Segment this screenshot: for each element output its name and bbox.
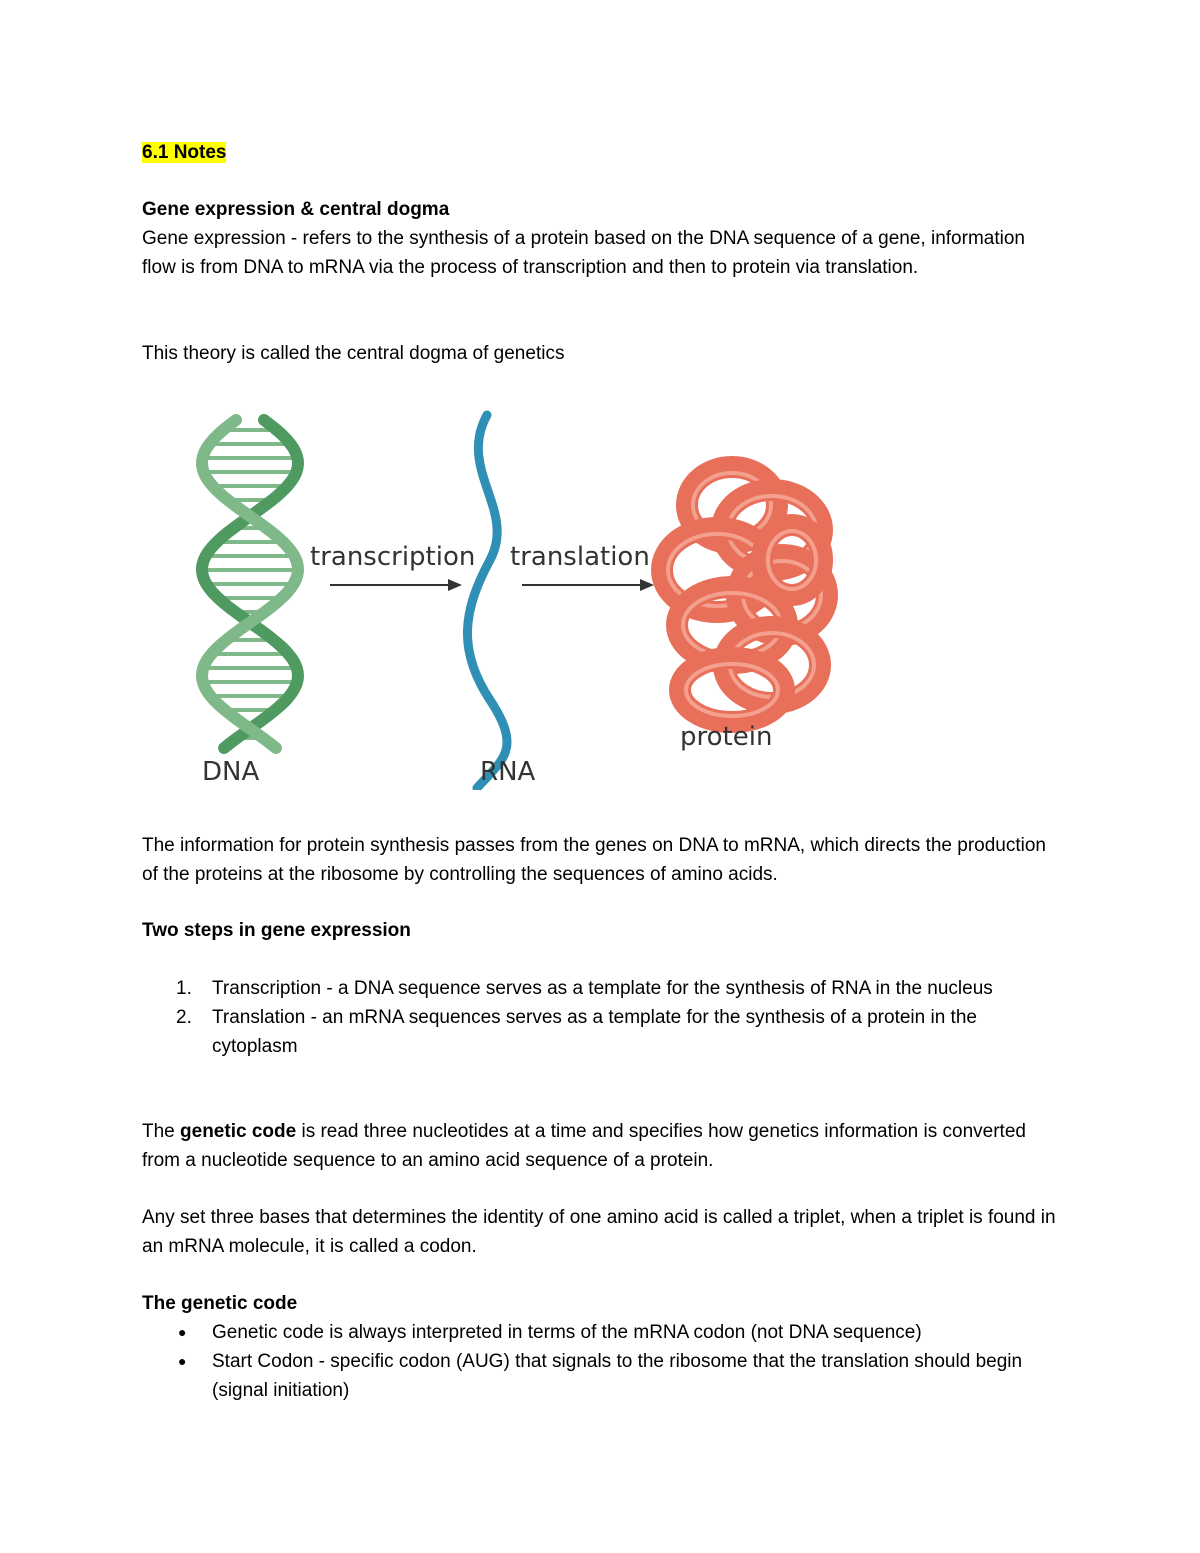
list-item-text: Transcription - a DNA sequence serves as a template for the synthesis of RNA in the nucleus [212,978,993,999]
list-item-text: Genetic code is always interpreted in terms of the mRNA codon (not DNA sequence) [212,1322,922,1343]
dna-helix [202,420,298,748]
genetic-code-bullets [142,1318,1062,1405]
list-item [142,1003,1062,1061]
list-number: 2. [176,1007,192,1028]
list-item [142,974,1062,1003]
protein-synthesis-paragraph: The information for protein synthesis passes from the genes on DNA to mRNA, which directs the production of the proteins at the ribosome by controlling the sequences of amino acids. [142,835,1046,885]
triplet-paragraph: Any set three bases that determines the identity of one amino acid is called a triplet, when a triplet is found in an mRNA molecule, it is called a codon. [142,1207,1056,1257]
list-number: 1. [176,978,192,999]
list-item [142,1347,1062,1405]
page-title: 6.1 Notes [142,142,227,163]
protein-blob [662,467,827,722]
rna-strand [467,415,507,788]
genetic-code-term: genetic code [180,1121,297,1142]
genetic-code-paragraph: The genetic code is read three nucleotides at a time and specifies how genetics information is converted from a nucleotide sequence to an amino acid sequence of a protein. [142,1121,1026,1171]
transcription-arrowhead [448,579,462,591]
steps-list [142,974,1062,1061]
section-heading-two-steps: Two steps in gene expression [142,920,411,941]
transcription-label: transcription [310,542,476,572]
section-heading-genetic-code: The genetic code [142,1293,298,1314]
bullet-icon: ● [178,1324,187,1340]
rna-label: RNA [480,757,536,787]
translation-arrowhead [640,579,654,591]
central-dogma-statement: This theory is called the central dogma of genetics [142,343,565,364]
central-dogma-figure [172,410,852,790]
list-item-text: Start Codon - specific codon (AUG) that signals to the ribosome that the translation should begin (signal initiation) [212,1351,1023,1401]
central-dogma-diagram [172,410,852,790]
section-heading-gene-expression: Gene expression & central dogma [142,199,450,220]
dna-label: DNA [202,757,260,787]
bullet-icon: ● [178,1353,187,1369]
translation-label: translation [510,542,650,572]
list-item [142,1318,1062,1347]
list-item-text: Translation - an mRNA sequences serves as a template for the synthesis of a protein in the cytoplasm [212,1007,977,1057]
protein-label: protein [680,722,773,752]
gene-expression-paragraph: Gene expression - refers to the synthesis of a protein based on the DNA sequence of a gene, information flow is from DNA to mRNA via the process of transcription and then to protein via translation. [142,228,1025,278]
